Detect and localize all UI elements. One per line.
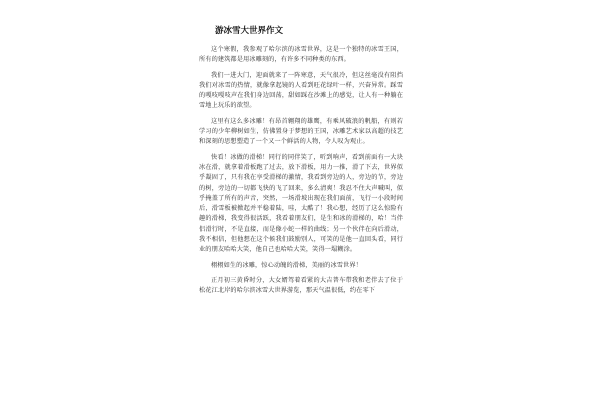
article [199, 26, 403, 302]
paragraph-intro: 这个寒假，我参观了哈尔滨的冰雪世界，这是一个独特的冰雪王国，所有的建筑都是用冰雕刻的，有许多不同种类的东西。 [199, 46, 403, 64]
article-title: 游冰雪大世界作文 [215, 26, 284, 36]
paragraph-ice-sculptures: 这里有这么多冰雕！有昂首翱翔的雄鹰，有乘风破浪的帆船，有则若学习的少年柳树如生，仿佛置身于梦想的王国，冰雕艺术家以高超的技艺和深刻的思想塑造了一个又一个鲜活的人物，令人叹为观止。 [199, 117, 403, 146]
paragraph-summary: 栩栩如生的冰雕，惊心动魄的滑梯，美丽的冰雪世界！ [211, 261, 362, 269]
paragraph-entrance: 我们一进大门，迎面就来了一阵寒意，天气很冷，但这丝毫没有阻挡我们对冰雪的热情，就像拿起镜的人看到旺花绿叶一样，兴奋异常。踩雪的嘎吱嘎吱声在我们身边回荡，甜如踩在沙滩上的感觉，让人有一种躺在雪地上玩乐的欲望。 [199, 71, 403, 110]
paragraph-ice-slide: 快看！冰做的滑梯！同行的同伴笑了，听到响声，看到前面有一大块冰在滑，就拿着滑板跑了过去，放下滑板，用力一推，滑了下去，世界似乎凝固了，只有我在享受滑梯的激情，我看到旁边的人，旁边的节，旁边的树，旁边的一切都飞快的飞了回来，多么清爽！我忍不住大声喊叫，似乎掩盖了所有的声音，突然，一场滑坡出现在我们面前，飞行一小段时间后，滑雪板被掀起并平稳着陆，哇，太酷了！我心想，经历了这么惊险有趣的滑梯，我变得很活跃，我看着朋友们，是生和冰的滑梯的，哈！当伴侣滑行时，不是直接，而是像小蛇一样的曲线；另一个伙伴在向后滑动，我不相信，但他想在这个候我们鼓励别人，可笑的是他一直回头看，同行业的朋友哈哈大笑，他自己也哈哈大笑，笑得一塌糊涂。 [199, 153, 403, 254]
paragraph-second-visit: 正月初三黄昏时分，大女婿驾着看紧的大吉普车带我和老伴去了位于松花江北岸的哈尔滨冰雪大世界游览，那天气温很低，约在零下 [199, 276, 403, 295]
